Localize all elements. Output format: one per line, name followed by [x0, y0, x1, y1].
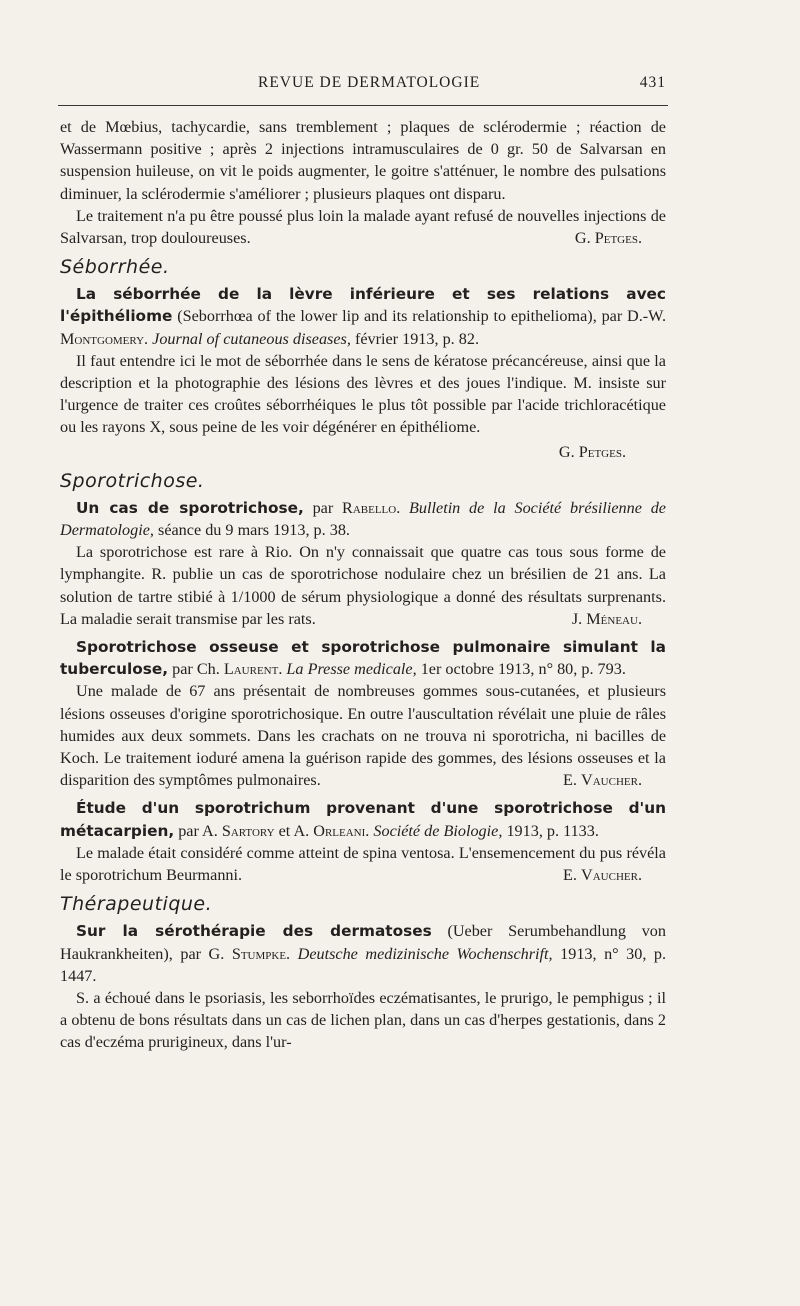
article-reference: Étude d'un sporotrichum provenant d'une sporotrichose d'un métacarpien, par A. Sartory et A. Orleani. Société de Biologie, 1913, p. 1133.	[60, 799, 666, 840]
intro-paragraph-2	[60, 205, 666, 249]
author: Orleani.	[313, 821, 370, 840]
author: Montgomery.	[60, 329, 149, 348]
running-title: REVUE DE DERMATOLOGIE	[258, 74, 481, 91]
article-text: Il faut entendre ici le mot de séborrhée dans le sens de kératose précancéreuse, ainsi que la description et la photographie des lésions des lèvres et des joues l'indique. M. insiste sur l'urgence de traiter ces croûtes séborrhéiques le plus tôt possible par l'acide trichloracétique ou les rayons X, sous peine de les voir dégénérer en épithéliome.	[60, 351, 666, 437]
article-title: Étude d'un sporotrichum provenant d'une sporotrichose d'un métacarpien,	[60, 799, 666, 840]
author: Sartory	[221, 821, 275, 840]
page-body	[60, 116, 666, 1054]
article-title: Sur la sérothérapie des dermatoses	[76, 922, 432, 941]
journal: Journal of cutaneous diseases,	[152, 329, 351, 348]
article-text: S. a échoué dans le psoriasis, les seborrhoïdes eczématisantes, le prurigo, le pemphigus ; il a obtenu de bons résultats dans un cas de lichen plan, dans un cas d'herpes gestationis, dans 2 cas d'eczéma prurigineux, dans l'ur-	[60, 988, 666, 1052]
signature: G. Petges.	[558, 442, 626, 461]
author: Laurent.	[223, 660, 283, 679]
article-text: La sporotrichose est rare à Rio. On n'y connaissait que quatre cas tous sous forme de lymphangite. R. publie un cas de sporotrichose nodulaire chez un brésilien de 21 ans. La solution de tartre stibié à 1/1000 de sérum physiologique a donné des résultats surprenants. La maladie serait transmise par les rats. J. Méneau.	[60, 541, 666, 630]
article-text: Une malade de 67 ans présentait de nombreuses gommes sous-cutanées, et plusieurs lésions osseuses d'origine sporotrichosique. En outre l'auscultation révélait une pluie de râles humides aux deux sommets. Dans les crachats on ne trouva ni sporotricha, ni bacilles de Koch. Le traitement ioduré amena la guérison rapide des gommes, des lésions osseuses et la disparition des symptômes pulmonaires. E. Vaucher.	[60, 680, 666, 791]
signature: E. Vaucher.	[563, 866, 642, 885]
article-reference: Un cas de sporotrichose, par Rabello. Bulletin de la Société brésilienne de Dermatologie, séance du 9 mars 1913, p. 38.	[60, 498, 666, 540]
section-heading-seborrhee: Séborrhée.	[60, 256, 170, 279]
header-rule	[58, 105, 668, 106]
author: Stumpke.	[231, 944, 291, 963]
article-reference: Sporotrichose osseuse et sporotrichose pulmonaire simulant la tuberculose, par Ch. Laurent. La Presse medicale, 1er octobre 1913, n° 80, p. 793.	[60, 638, 666, 679]
journal: Deutsche medizinische Wochenschrift,	[297, 944, 553, 963]
author: Rabello.	[342, 498, 401, 517]
section-heading-therapeutique: Thérapeutique.	[60, 893, 213, 916]
article-reference: Sur la sérothérapie des dermatoses (Ueber Serumbehandlung von Haukrankheiten), par G. Stumpke. Deutsche medizinische Wochenschrift, 1913, n° 30, p. 1447.	[60, 922, 667, 985]
section-heading-sporotrichose: Sporotrichose.	[60, 469, 205, 492]
signature: E. Vaucher.	[563, 771, 642, 790]
journal: Société de Biologie,	[373, 821, 503, 840]
article-text: Le malade était considéré comme atteint de spina ventosa. L'ensemencement du pus révéla le sporotrichum Beurmanni. E. Vaucher.	[60, 842, 666, 886]
article-title: Sporotrichose osseuse et sporotrichose pulmonaire simulant la tuberculose,	[60, 638, 666, 679]
journal: La Presse medicale,	[286, 660, 417, 679]
signature: G. Petges.	[574, 229, 642, 248]
article-title: La séborrhée de la lèvre inférieure et ses relations avec l'épithéliome	[60, 285, 666, 326]
intro-text: Le traitement n'a pu être poussé plus loin la malade ayant refusé de nouvelles injections de Salvarsan, trop douloureuses.	[60, 206, 666, 248]
page-number: 431	[639, 74, 666, 91]
journal: Bulletin de la Société brésilienne de Dermatologie,	[60, 498, 666, 540]
page-header	[58, 70, 668, 96]
article-reference: La séborrhée de la lèvre inférieure et ses relations avec l'épithéliome (Seborrhœa of the lower lip and its relationship to epithelioma), par D.-W. Montgomery. Journal of cutaneous diseases, février 1913, p. 82.	[60, 285, 667, 348]
intro-paragraph: et de Mœbius, tachycardie, sans tremblement ; plaques de sclérodermie ; réaction de Wassermann positive ; après 2 injections intramusculaires de 0 gr. 50 de Salvarsan en suspension huileuse, on vit le poids augmenter, le goitre s'atténuer, le nombre des pulsations diminuer, la sclérodermie s'améliorer ; plusieurs plaques ont disparu.	[60, 118, 666, 203]
signature: J. Méneau.	[571, 609, 642, 628]
article-title: Un cas de sporotrichose,	[76, 498, 304, 517]
